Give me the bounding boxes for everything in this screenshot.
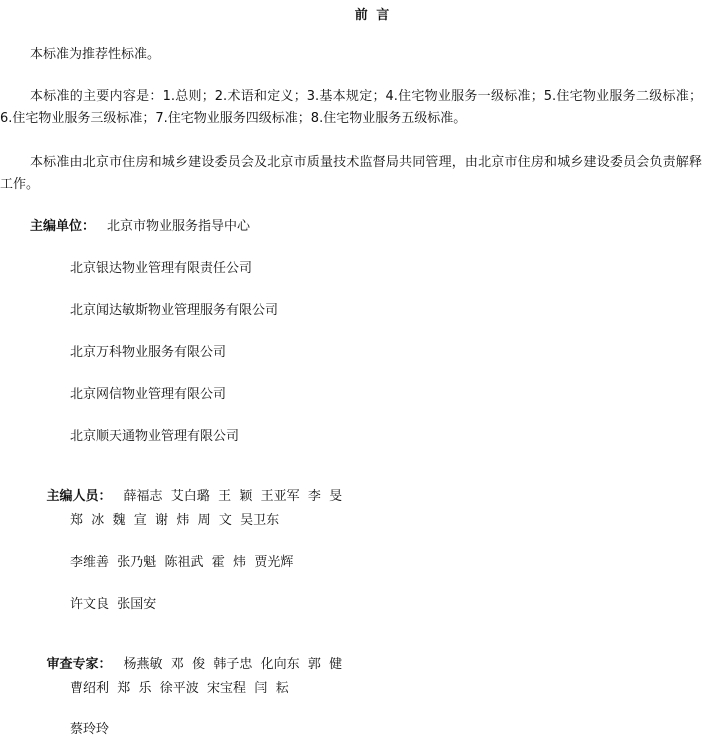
chief-persons-label: 主编人员： bbox=[46, 489, 112, 504]
chief-unit-item: 北京市物业服务指导中心 bbox=[107, 219, 251, 234]
paragraph-management: 本标准由北京市住房和城乡建设委员会及北京市质量技术监督局共同管理，由北京市住房和城乡建设委员会负责解释工作。 bbox=[0, 155, 702, 192]
chief-units-label: 主编单位： bbox=[30, 219, 96, 234]
chief-unit-item: 北京闻达敏斯物业管理服务有限公司 bbox=[70, 303, 279, 318]
chief-persons-line: 薛福志 艾白璐 王 颖 王亚军 李 旻 bbox=[123, 489, 343, 504]
paragraph-main-contents: 本标准的主要内容是：1.总则；2.术语和定义；3.基本规定；4.住宅物业服务一级标准；5.住宅物业服务二级标准；6.住宅物业服务三级标准；7.住宅物业服务四级标准；8.住宅物业服务五级标准。 bbox=[0, 89, 702, 126]
chief-unit-item: 北京银达物业管理有限责任公司 bbox=[70, 261, 253, 276]
page-title: 前 言 bbox=[354, 8, 392, 23]
chief-unit-item: 北京顺天通物业管理有限公司 bbox=[70, 429, 240, 444]
review-experts-line: 曹绍利 郑 乐 徐平波 宋宝程 闫 耘 bbox=[70, 681, 289, 696]
chief-persons-line: 郑 冰 魏 宣 谢 炜 周 文 吴卫东 bbox=[70, 513, 280, 528]
chief-unit-item: 北京万科物业服务有限公司 bbox=[70, 345, 227, 360]
chief-persons-line: 李维善 张乃魁 陈祖武 霍 炜 贾光辉 bbox=[70, 555, 294, 570]
chief-unit-item: 北京网信物业管理有限公司 bbox=[70, 387, 227, 402]
paragraph-recommended-standard: 本标准为推荐性标准。 bbox=[30, 47, 161, 62]
review-experts-label: 审查专家： bbox=[46, 657, 112, 672]
review-experts-line: 蔡玲玲 bbox=[70, 722, 110, 737]
chief-persons-line: 许文良 张国安 bbox=[70, 597, 157, 612]
review-experts-line: 杨燕敏 邓 俊 韩子忠 化向东 郭 健 bbox=[123, 657, 343, 672]
chief-units-row bbox=[30, 218, 250, 236]
